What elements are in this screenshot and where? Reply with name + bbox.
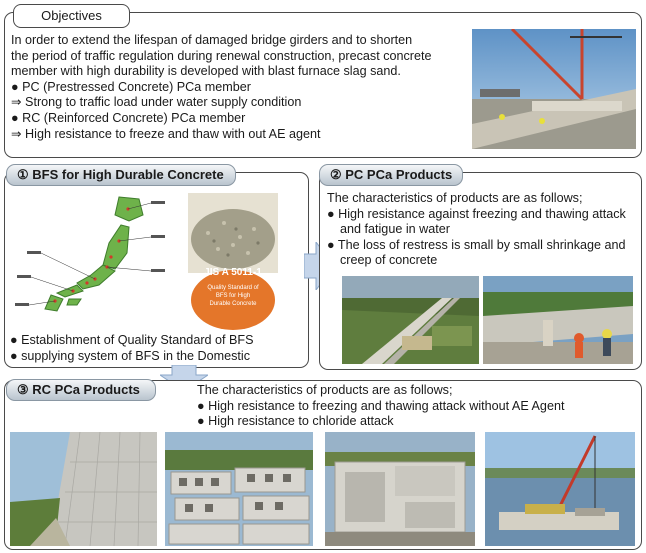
objectives-line: ⇒ Strong to traffic load under water supply condition [11,95,302,110]
concrete-units-photo [325,432,475,546]
list-item: ● High resistance to freezing and thawing attack without AE Agent [197,398,565,413]
bfs-section-title: ① BFS for High Durable Concrete [6,164,236,186]
objectives-line: member with high durability is developed with blast furnace slag sand. [11,64,401,79]
precast-blocks-photo [165,432,313,546]
badge-standard-label: JIS A 5011-1 [204,267,262,278]
rc-intro: The characteristics of products are as follows; [197,383,453,397]
bullet-icon: ● [197,398,209,413]
japan-map-image [11,193,174,318]
list-item: ● High resistance to chloride attack [197,414,394,429]
bridge-aerial-photo [342,276,479,364]
badge-description: Quality Standard of BFS for High Durable Concrete [207,285,259,307]
retaining-wall-photo [10,432,157,546]
bullet-icon: ● [10,333,22,347]
objectives-tab: Objectives [13,4,130,28]
objectives-text [11,33,466,142]
pc-text [327,191,635,269]
quality-standard-badge [190,262,276,330]
rc-section-title: ③ RC PCa Products [6,379,156,401]
objectives-line: ● PC (Prestressed Concrete) PCa member [11,79,251,94]
rc-text [197,383,627,430]
list-item: ● Establishment of Quality Standard of BFS [10,333,254,347]
slag-sand-photo [188,193,278,273]
objectives-line: the period of traffic regulation during renewal construction, precast concrete [11,48,432,63]
bullet-icon: ● [327,237,338,252]
objectives-line: ⇒ High resistance to freeze and thaw with out AE agent [11,126,321,141]
bullet-icon: ● [10,348,22,363]
objectives-line: ● RC (Reinforced Concrete) PCa member [11,110,246,125]
list-item: ● supplying system of BFS in the Domestic [10,348,250,363]
bullet-icon: ● [197,414,209,429]
list-item: ● High resistance against freezing and thawing attack and fatigue in water [327,206,626,237]
bridge-workers-photo [483,276,633,364]
objectives-line: In order to extend the lifespan of damaged bridge girders and to shorten [11,33,413,47]
construction-site-photo [472,29,636,149]
bfs-bullets [10,333,300,364]
harbor-crane-photo [485,432,635,546]
bullet-icon: ● [327,206,339,221]
pc-intro: The characteristics of products are as follows; [327,191,583,205]
list-item: ● The loss of restress is small by small shrinkage and creep of concrete [327,237,626,268]
pc-section-title: ② PC PCa Products [319,164,463,186]
